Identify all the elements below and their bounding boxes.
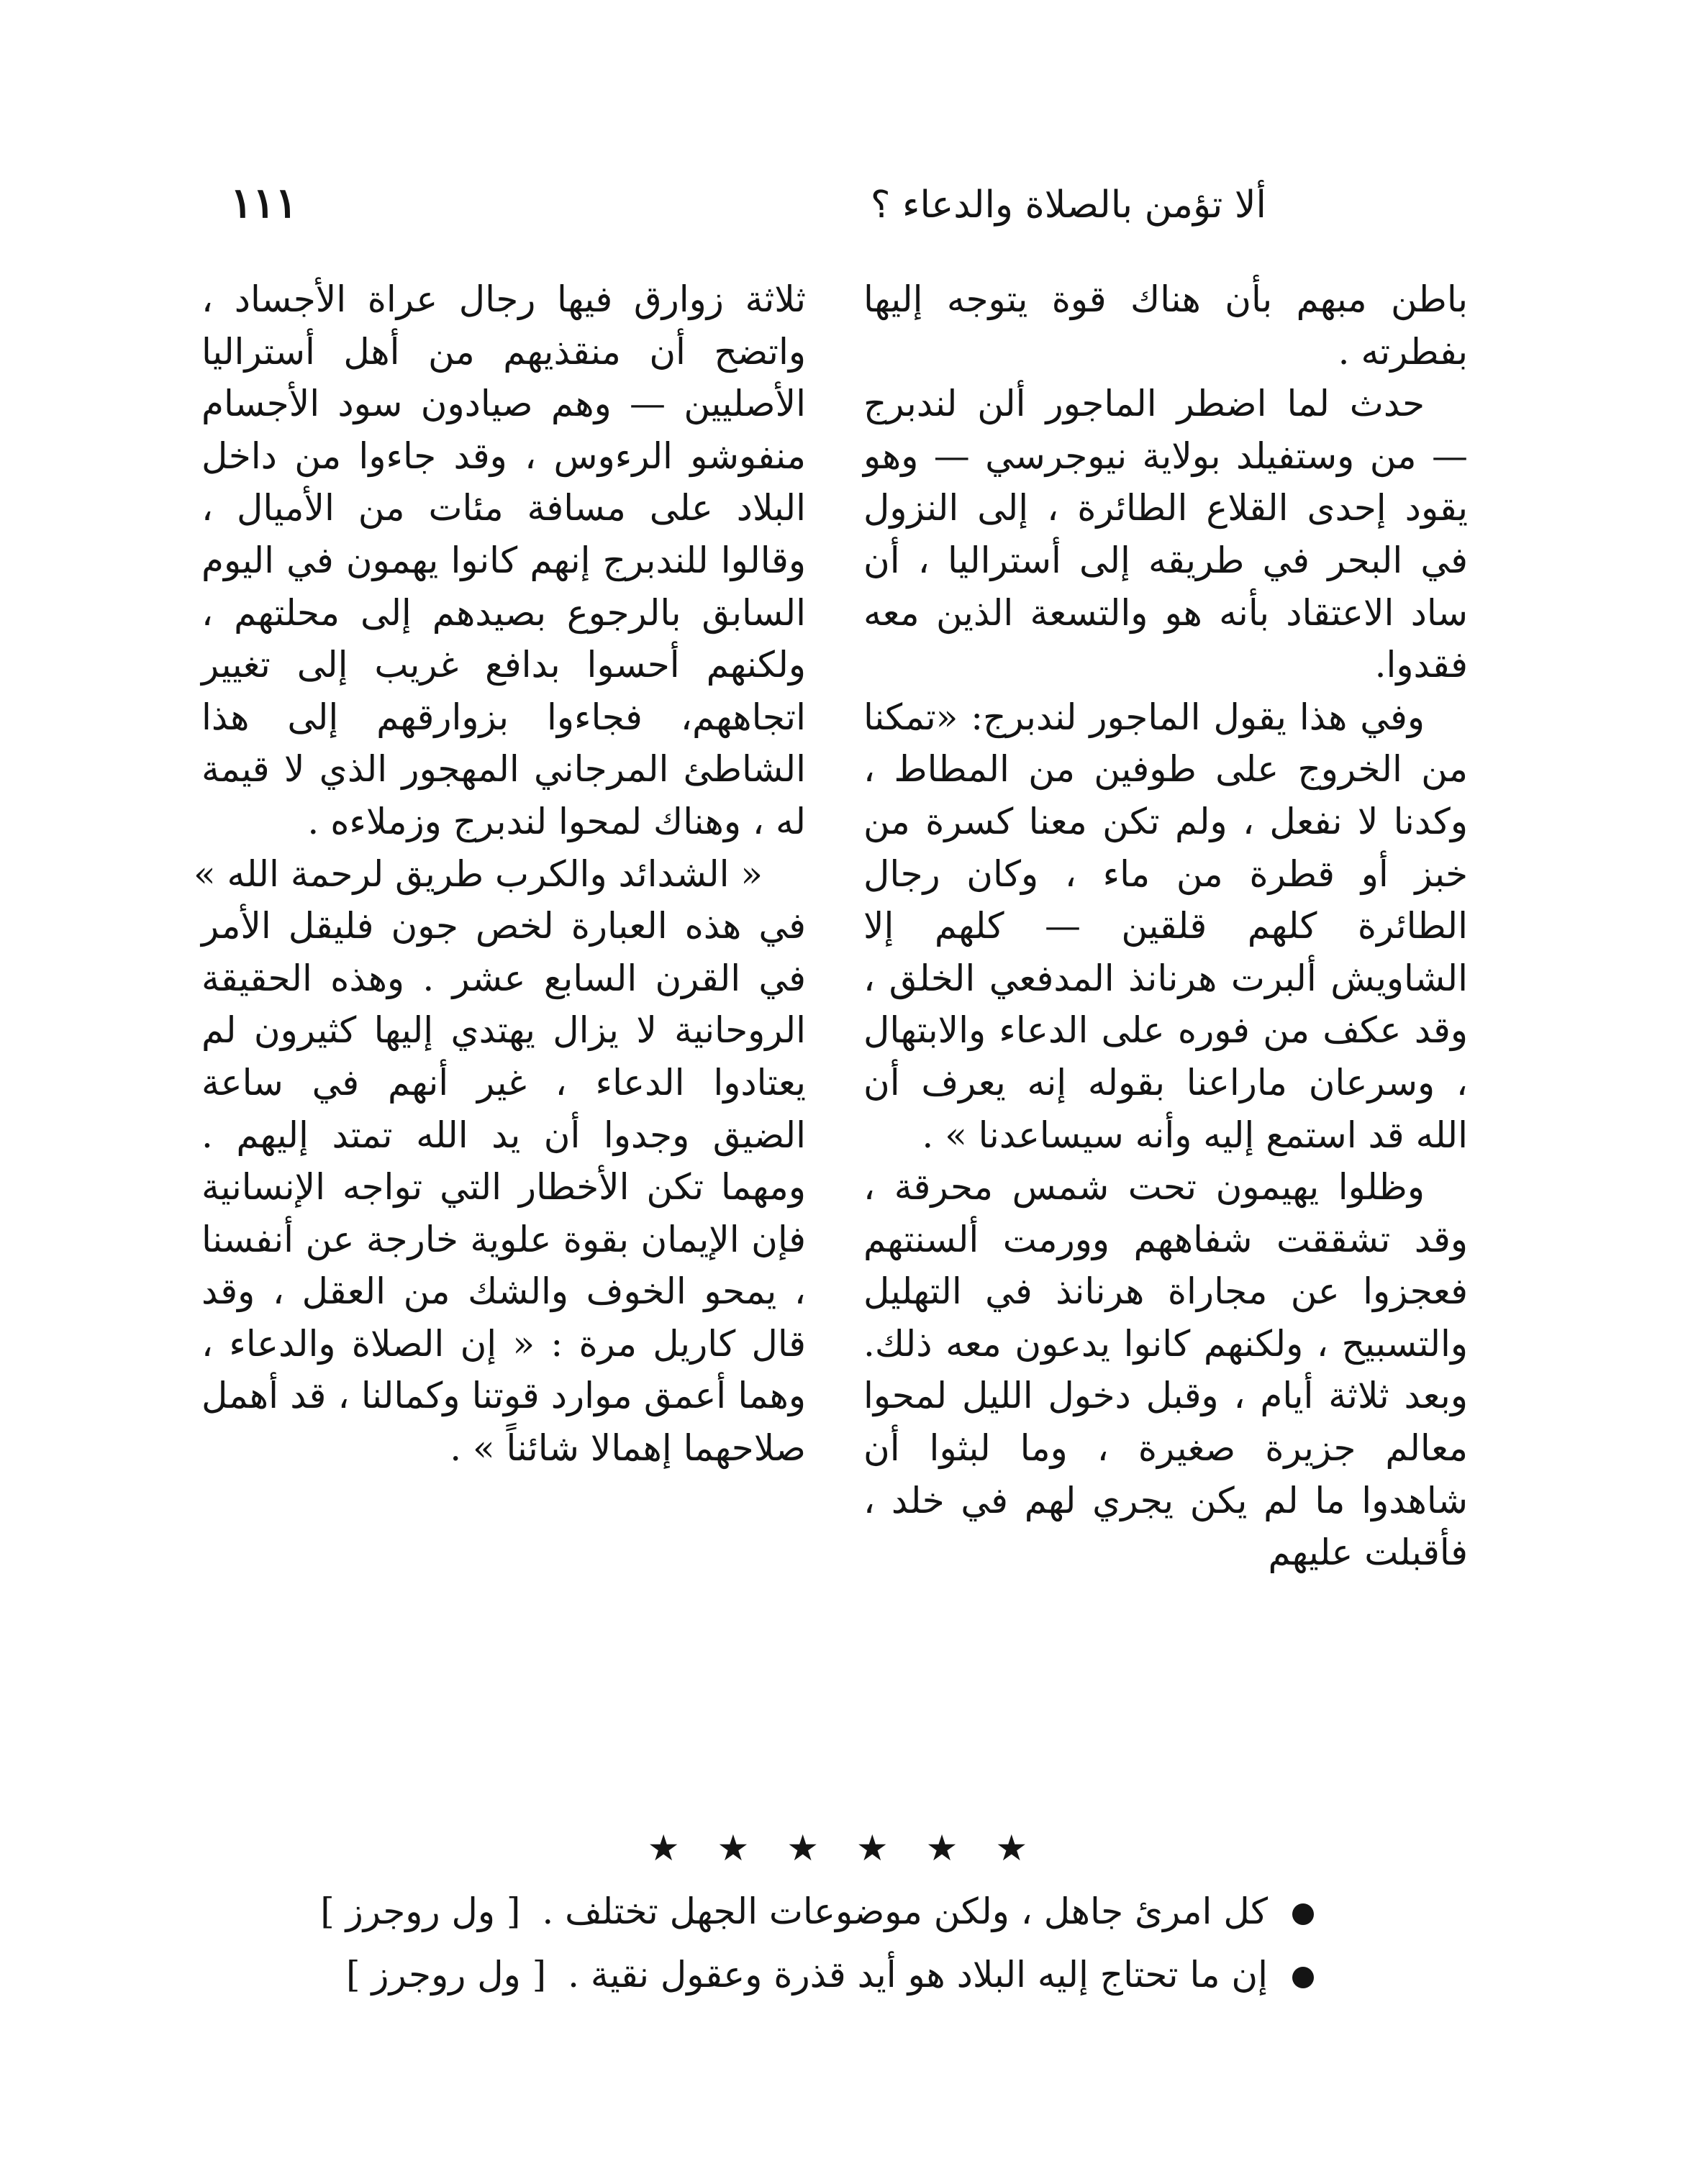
right-text-column bbox=[863, 273, 1468, 1579]
bullet-icon bbox=[1292, 1967, 1314, 1988]
quote-item bbox=[320, 1886, 1314, 1937]
paragraph: في هذه العبارة لخص جون فليقل الأمر في القرن السابع عشر . وهذه الحقيقة الروحانية لا يزال يهتدي إليها كثيرون لم يعتادوا الدعاء ، غير أنهم في ساعة الضيق وجدوا أن يد الله تمتد إليهم . ومهما تكن الأخطار التي تواجه الإنسانية فإن الإيمان بقوة علوية خارجة عن أنفسنا ، يمحو الخوف والشك من العقل ، وقد قال كاريل مرة : « إن الصلاة والدعاء ، وهما أعمق موارد قوتنا وكمالنا ، قد أهمل صلاحهما إهمالا شائناً » . bbox=[201, 905, 806, 1470]
paragraph: وظلوا يهيمون تحت شمس محرقة ، وقد تشققت شفاههم وورمت ألسنتهم فعجزوا عن مجاراة هرنانذ في التهليل والتسبيح ، ولكنهم كانوا يدعون معه ذلك. وبعد ثلاثة أيام ، وقبل دخول الليل لمحوا معالم جزيرة صغيرة ، وما لبثوا أن شاهدوا ما لم يكن يجري لهم في خلد ، فأقبلت عليهم bbox=[863, 1166, 1468, 1574]
quote-attribution: [ ول روجرز ] bbox=[320, 1890, 521, 1932]
paragraph: وفي هذا يقول الماجور لندبرج: «تمكنا من الخروج على طوفين من المطاط ، وكدنا لا نفعل ، ولم تكن معنا كسرة من خبز أو قطرة من ماء ، وكان رجال الطائرة كلهم قلقين — كلهم إلا الشاويش ألبرت هرنانذ المدفعي الخلق ، وقد عكف من فوره على الدعاء والابتهال ، وسرعان ماراعنا بقوله إنه يعرف أن الله قد استمع إليه وأنه سيساعدنا » . bbox=[863, 696, 1468, 1156]
section-subheading: « الشدائد والكرب طريق لرحمة الله » bbox=[193, 852, 763, 895]
paragraph: باطن مبهم بأن هناك قوة يتوجه إليها بفطرته . bbox=[863, 278, 1468, 373]
left-text-column bbox=[193, 273, 806, 1475]
running-title: ألا تؤمن بالصلاة والدعاء ؟ bbox=[870, 183, 1266, 227]
paragraph: ثلاثة زوارق فيها رجال عراة الأجساد ، واتضح أن منقذيهم من أهل أستراليا الأصليين — وهم صيادون سود الأجسام منفوشو الرءوس ، وقد جاءوا من داخل البلاد على مسافة مئات من الأميال ، وقالوا للندبرج إنهم كانوا يهمون في اليوم السابق بالرجوع بصيدهم إلى محلتهم ، ولكنهم أحسوا بدافع غريب إلى تغيير اتجاههم، فجاءوا بزوارقهم إلى هذا الشاطئ المرجاني المهجور الذي لا قيمة له ، وهناك لمحوا لندبرج وزملاءه . bbox=[201, 278, 806, 842]
quote-text: كل امرئ جاهل ، ولكن موضوعات الجهل تختلف . bbox=[542, 1890, 1268, 1932]
quote-attribution: [ ول روجرز ] bbox=[346, 1954, 547, 1996]
bullet-icon bbox=[1292, 1903, 1314, 1925]
quote-item bbox=[346, 1949, 1314, 2000]
quote-text: إن ما تحتاج إليه البلاد هو أيد قذرة وعقول نقية . bbox=[568, 1954, 1268, 1996]
section-separator-stars: ★ ★ ★ ★ ★ ★ bbox=[647, 1827, 1041, 1869]
page-number: ١١١ bbox=[230, 178, 298, 227]
page-header bbox=[216, 165, 1468, 245]
paragraph: حدث لما اضطر الماجور ألن لندبرج — من وستفيلد بولاية نيوجرسي — وهو يقود إحدى القلاع الطائرة ، إلى النزول في البحر في طريقه إلى أستراليا ، أن ساد الاعتقاد بأنه هو والتسعة الذين معه فقدوا. bbox=[863, 383, 1468, 686]
